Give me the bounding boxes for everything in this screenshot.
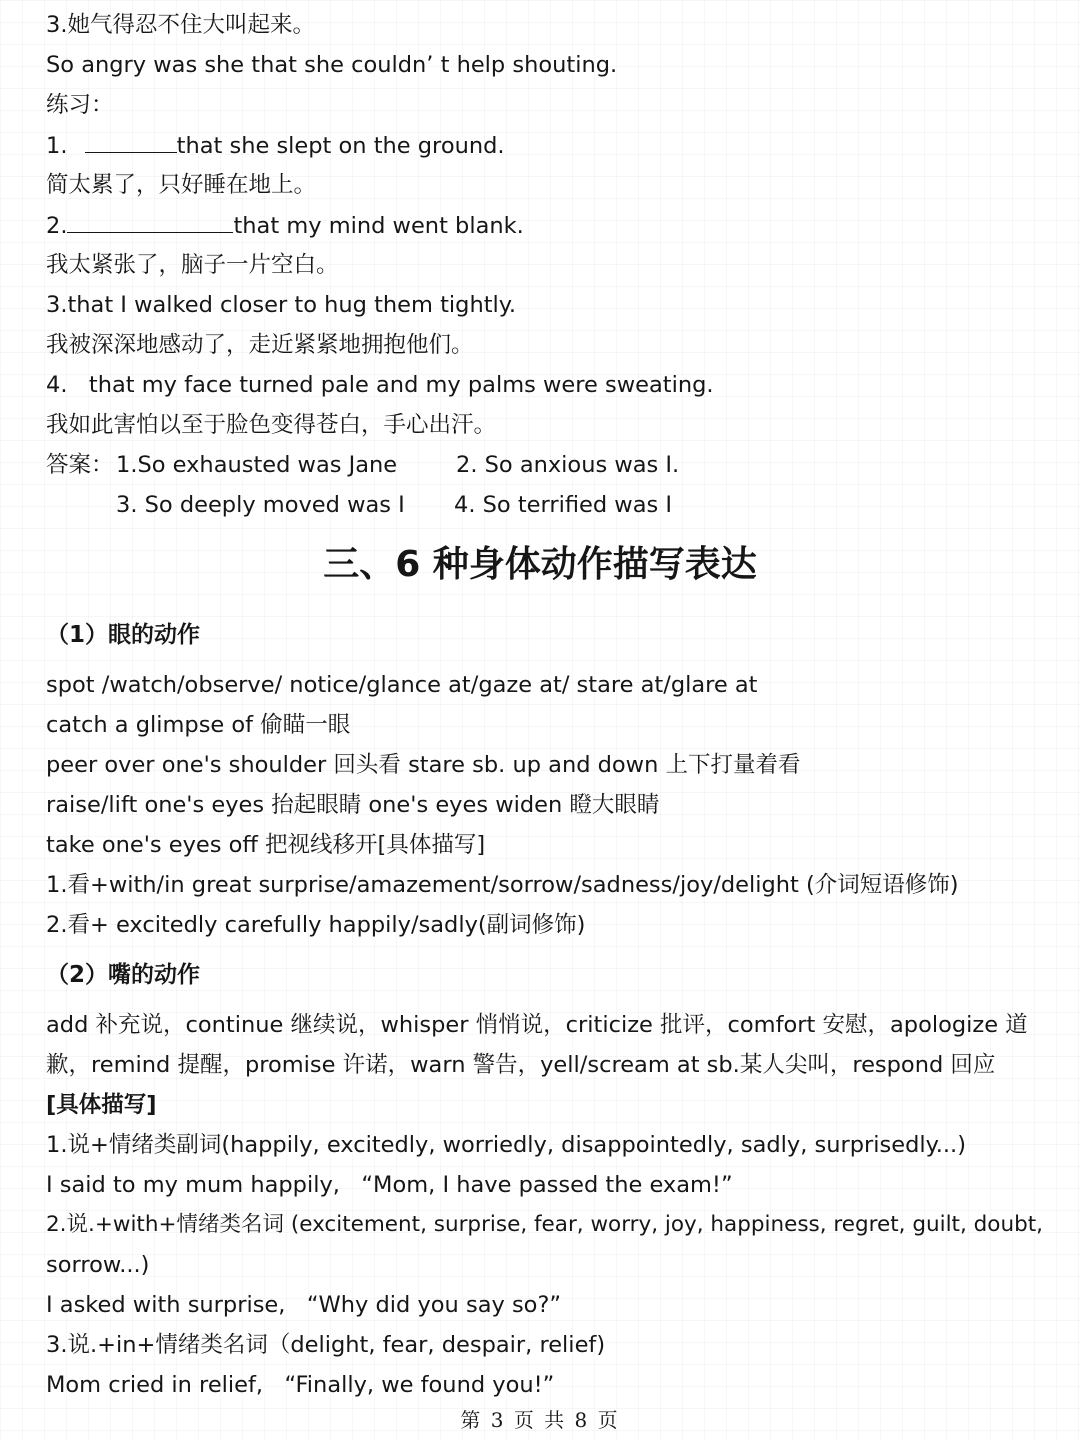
mouth-detail-label: [具体描写] <box>46 1092 157 1118</box>
practice-label: 练习： <box>46 92 114 118</box>
mouth-detail-3: 2.说.+with+情绪类名词 (excitement, surprise, fear, worry, joy, happiness, regret, guilt, doubt, <box>46 1212 1044 1237</box>
eyes-line-5: take one's eyes off 把视线移开[具体描写] <box>46 832 486 858</box>
section-three-title: 三、6 种身体动作描写表达 <box>323 544 757 585</box>
exercise-4-chinese: 我如此害怕以至于脸色变得苍白，手心出汗。 <box>46 412 497 438</box>
exercise-4: 4. that my face turned pale and my palms were sweating. <box>46 372 714 398</box>
mouth-detail-5: I asked with surprise, “Why did you say so?” <box>46 1292 562 1318</box>
mouth-heading: （2）嘴的动作 <box>46 962 201 988</box>
exercise-1-chinese: 简太累了，只好睡在地上。 <box>46 172 317 198</box>
mouth-detail-1: 1.说+情绪类副词(happily, excitedly, worriedly, disappointedly, sadly, surprisedly...) <box>46 1132 966 1158</box>
answer-2: 2. So anxious was I. <box>456 452 680 478</box>
page-number: 第 3 页 共 8 页 <box>460 1408 620 1432</box>
exercise-2-text: that my mind went blank. <box>233 213 524 239</box>
eyes-line-2: catch a glimpse of 偷瞄一眼 <box>46 712 351 738</box>
exercise-2 <box>46 210 524 241</box>
example-3-chinese: 3.她气得忍不住大叫起来。 <box>46 12 315 38</box>
eyes-line-3: peer over one's shoulder 回头看 stare sb. up and down 上下打量着看 <box>46 752 801 778</box>
example-3-english: So angry was she that she couldn’ t help shouting. <box>46 52 618 78</box>
answer-3: 3. So deeply moved was I <box>116 492 405 518</box>
eyes-line-1: spot /watch/observe/ notice/glance at/gaze at/ stare at/glare at <box>46 672 758 698</box>
exercise-3: 3.that I walked closer to hug them tightly. <box>46 292 517 318</box>
exercise-3-chinese: 我被深深地感动了，走近紧紧地拥抱他们。 <box>46 332 474 358</box>
eyes-line-7: 2.看+ excitedly carefully happily/sadly(副词修饰) <box>46 912 586 938</box>
mouth-line-2: 歉，remind 提醒，promise 许诺，warn 警告，yell/scream at sb.某人尖叫，respond 回应 <box>46 1052 996 1078</box>
mouth-detail-4: sorrow...) <box>46 1252 150 1278</box>
exercise-1-blank <box>85 130 177 153</box>
eyes-line-4: raise/lift one's eyes 抬起眼睛 one's eyes widen 瞪大眼睛 <box>46 792 660 818</box>
mouth-detail-2: I said to my mum happily, “Mom, I have passed the exam!” <box>46 1172 733 1198</box>
eyes-line-6: 1.看+with/in great surprise/amazement/sorrow/sadness/joy/delight (介词短语修饰) <box>46 872 959 898</box>
mouth-line-1: add 补充说，continue 继续说，whisper 悄悄说，criticize 批评，comfort 安慰，apologize 道 <box>46 1012 1028 1038</box>
answer-1: 1.So exhausted was Jane <box>116 452 398 478</box>
eyes-heading: （1）眼的动作 <box>46 622 201 648</box>
exercise-1 <box>46 130 505 161</box>
exercise-1-text: that she slept on the ground. <box>176 133 505 159</box>
exercise-2-chinese: 我太紧张了，脑子一片空白。 <box>46 252 339 278</box>
mouth-detail-6: 3.说.+in+情绪类名词（delight, fear, despair, relief) <box>46 1332 606 1358</box>
answer-4: 4. So terrified was I <box>454 492 672 518</box>
exercise-1-number: 1. <box>46 133 68 159</box>
exercise-2-blank <box>67 210 233 233</box>
mouth-detail-7: Mom cried in relief, “Finally, we found you!” <box>46 1372 555 1398</box>
exercise-2-number: 2. <box>46 213 68 239</box>
answers-label: 答案： <box>46 452 114 478</box>
